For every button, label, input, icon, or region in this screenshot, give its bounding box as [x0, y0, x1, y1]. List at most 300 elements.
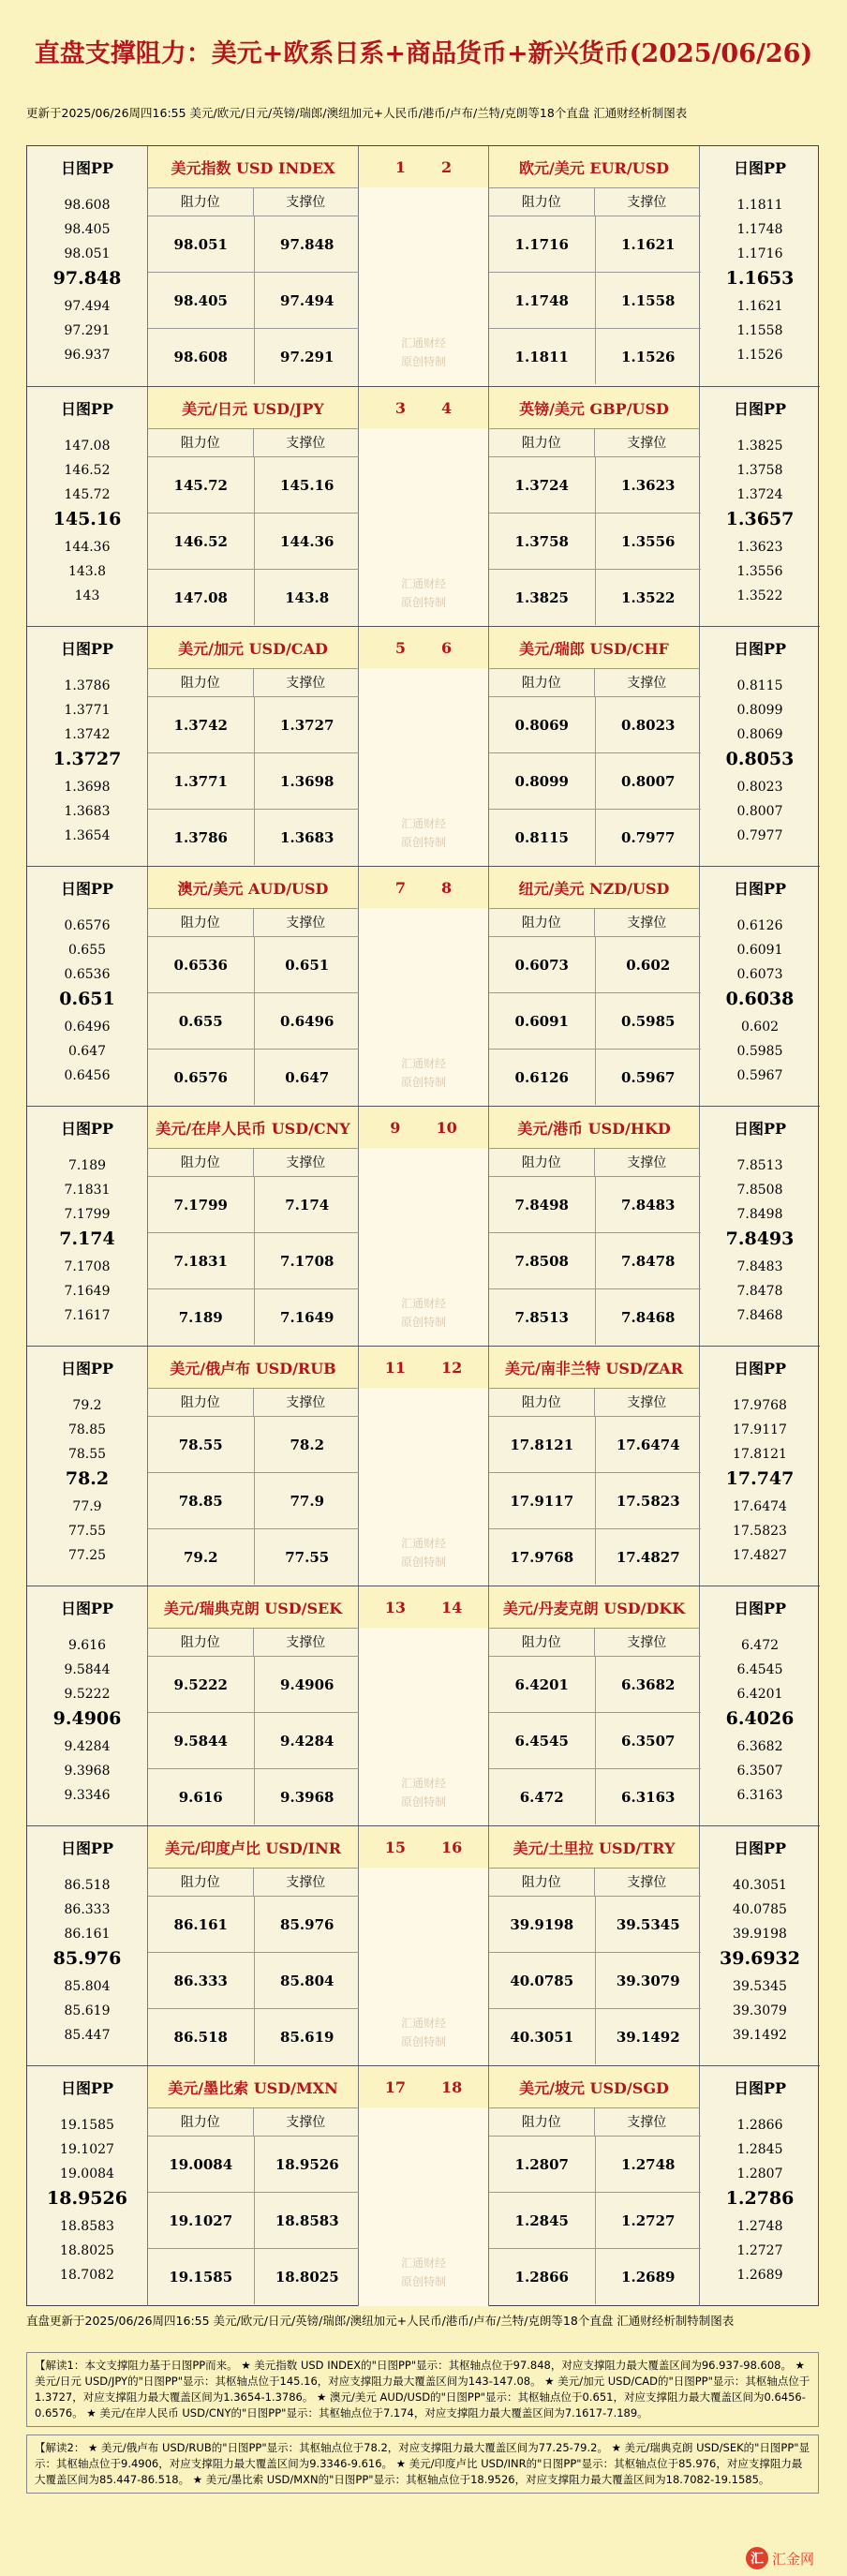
- pair-number: 14: [441, 1598, 463, 1616]
- pivot-point-value: 1.2786: [725, 2188, 795, 2209]
- pp-level-value: 7.8508: [736, 1183, 783, 1198]
- pp-level-value: 0.6456: [64, 1068, 111, 1083]
- pp-level-value: 1.3698: [64, 780, 111, 795]
- level-rows: [488, 936, 700, 1107]
- support-value: 6.3507: [621, 1733, 676, 1750]
- pp-level-value: 96.937: [64, 348, 111, 363]
- pair-name: 美元/墨比索 USD/MXN: [147, 2066, 359, 2107]
- pp-header: 日图PP: [60, 1119, 114, 1138]
- support-value: 0.647: [285, 1069, 330, 1086]
- support-value: 1.2689: [621, 2269, 676, 2286]
- pp-level-value: 7.1617: [64, 1308, 111, 1323]
- pp-level-value: 78.55: [67, 1447, 107, 1462]
- level-rows: [147, 2136, 359, 2306]
- pair-numbers: [359, 1586, 488, 1628]
- resistance-value: 1.3742: [148, 697, 255, 752]
- resistance-value: 6.4201: [489, 1657, 596, 1712]
- resistance-value: 6.472: [489, 1769, 596, 1824]
- pair-block: [27, 386, 820, 626]
- support-value: 97.291: [280, 349, 334, 365]
- level-row: [148, 272, 360, 328]
- level-row: [489, 1472, 701, 1528]
- resistance-value: 9.616: [148, 1769, 255, 1824]
- support-value: 1.3556: [621, 533, 676, 550]
- pp-level-value: 7.189: [67, 1158, 107, 1173]
- watermark-line: 原创特制: [400, 1795, 446, 1809]
- support-value: 85.804: [280, 1973, 334, 1989]
- pp-level-value: 78.85: [67, 1422, 107, 1437]
- level-row: [489, 2008, 701, 2064]
- pair-name: 欧元/美元 EUR/USD: [488, 146, 700, 187]
- pp-level-value: 7.1708: [64, 1259, 111, 1274]
- pp-level-value: 17.6474: [733, 1499, 787, 1514]
- pp-level-value: 1.3825: [736, 439, 783, 454]
- pp-level-value: 77.55: [67, 1524, 107, 1539]
- watermark-line: 汇通财经: [400, 1297, 446, 1310]
- pair-name: 美元/南非兰特 USD/ZAR: [488, 1347, 700, 1388]
- pp-level-value: 145.72: [64, 487, 111, 502]
- pp-level-value: 6.4201: [736, 1687, 783, 1702]
- resistance-header: 阻力位: [148, 909, 254, 936]
- pp-level-value: 19.1027: [60, 2142, 114, 2157]
- level-row: [148, 2248, 360, 2304]
- level-row: [489, 456, 701, 513]
- pp-level-value: 1.1716: [736, 246, 783, 261]
- level-row: [489, 2248, 701, 2304]
- pp-level-value: 77.25: [67, 1548, 107, 1563]
- watermark: [359, 1054, 488, 1092]
- level-row: [148, 696, 360, 752]
- pair-number: 17: [384, 2077, 406, 2096]
- pp-header: 日图PP: [60, 1839, 114, 1857]
- level-row: [148, 1232, 360, 1288]
- pp-level-value: 19.1585: [60, 2118, 114, 2133]
- pp-level-value: 1.1526: [736, 348, 783, 363]
- resistance-value: 39.9198: [489, 1897, 596, 1952]
- pair-number-column: [359, 1107, 488, 1347]
- level-rows: [147, 1896, 359, 2066]
- pp-header: 日图PP: [60, 1359, 114, 1377]
- pp-level-value: 1.3771: [64, 703, 111, 718]
- support-value: 9.3968: [280, 1789, 334, 1806]
- level-rows: [488, 2136, 700, 2306]
- pivot-point-value: 0.8053: [725, 749, 795, 769]
- right-pp-column: [700, 867, 820, 1107]
- level-row: [148, 569, 360, 625]
- pp-level-value: 98.051: [64, 246, 111, 261]
- resistance-value: 1.1716: [489, 216, 596, 272]
- pp-level-value: 0.5985: [736, 1044, 783, 1059]
- pair-name: 澳元/美元 AUD/USD: [147, 867, 359, 908]
- support-value: 6.3682: [621, 1676, 676, 1693]
- pair-number: 2: [441, 157, 453, 176]
- pp-level-value: 1.3522: [736, 588, 783, 603]
- support-header: 支撑位: [627, 1155, 667, 1170]
- right-pp-column: [700, 2066, 820, 2306]
- pair-numbers: [359, 387, 488, 428]
- pp-level-value: 1.2748: [736, 2219, 783, 2234]
- support-value: 0.5967: [621, 1069, 676, 1086]
- left-pp-column: [27, 627, 147, 867]
- level-rows: [488, 456, 700, 627]
- pair-block: [27, 146, 820, 386]
- pivot-point-value: 85.976: [52, 1948, 122, 1969]
- left-pp-column: [27, 1826, 147, 2066]
- logo-text: 汇金网: [772, 2550, 815, 2568]
- watermark-line: 原创特制: [400, 1316, 446, 1329]
- pair-number-column: [359, 387, 488, 627]
- pair-number: 18: [441, 2077, 463, 2096]
- pp-level-value: 18.8583: [60, 2219, 114, 2234]
- resistance-header: 阻力位: [489, 2108, 595, 2136]
- pp-level-value: 85.619: [64, 2003, 111, 2018]
- pp-level-value: 1.1748: [736, 222, 783, 237]
- interpretation-note-2: 【解读2： ★ 美元/俄卢布 USD/RUB的"日图PP"显示：其枢轴点位于78.2，对应支撑阻力最大覆盖区间为77.25-79.2。 ★ 美元/瑞典克朗 USD/SEK的"日图PP"显示：其枢轴点位于9.4906，对应支撑阻力最大覆盖区间为9.3346-9.616。 ★ 美元/印度卢比 USD/INR的"日图PP"显示：其枢轴点位于85.976，对应支撑阻力最大覆盖区间为85.447-86.518。 ★ 美元/墨比索 USD/MXN的"日图PP"显示：其枢轴点位于18.9526，对应支撑阻力最大覆盖区间为18.7082-19.1585。: [26, 2435, 819, 2494]
- level-header-row: [147, 908, 359, 936]
- pivot-point-value: 7.174: [59, 1228, 115, 1249]
- level-rows: [147, 216, 359, 386]
- pp-level-value: 18.7082: [60, 2268, 114, 2283]
- pp-level-value: 7.8513: [736, 1158, 783, 1173]
- pp-header: 日图PP: [733, 879, 787, 898]
- support-value: 18.9526: [275, 2156, 339, 2173]
- resistance-value: 0.8069: [489, 697, 596, 752]
- level-header-row: [147, 428, 359, 456]
- support-value: 85.976: [280, 1916, 334, 1933]
- pp-level-value: 17.4827: [733, 1548, 787, 1563]
- pair-name: 美元/丹麦克朗 USD/DKK: [488, 1586, 700, 1628]
- pair-number-column: [359, 146, 488, 386]
- support-value: 7.8478: [621, 1253, 676, 1270]
- level-row: [148, 1288, 360, 1345]
- resistance-value: 1.3724: [489, 457, 596, 513]
- pair-numbers: [359, 867, 488, 908]
- pp-level-value: 77.9: [72, 1499, 102, 1514]
- pp-level-value: 146.52: [64, 463, 111, 478]
- watermark-line: 汇通财经: [400, 1537, 446, 1550]
- pp-header: 日图PP: [733, 1839, 787, 1857]
- support-value: 1.3623: [621, 477, 676, 494]
- level-row: [148, 456, 360, 513]
- resistance-header: 阻力位: [489, 429, 595, 456]
- resistance-value: 1.2866: [489, 2249, 596, 2304]
- watermark-line: 原创特制: [400, 596, 446, 609]
- support-value: 0.5985: [621, 1013, 676, 1030]
- support-value: 1.2748: [621, 2156, 676, 2173]
- level-row: [489, 1528, 701, 1585]
- level-row: [489, 2136, 701, 2192]
- pp-header: 日图PP: [733, 1359, 787, 1377]
- resistance-value: 1.1748: [489, 273, 596, 328]
- level-header-row: [147, 1628, 359, 1656]
- pp-level-value: 19.0084: [60, 2167, 114, 2181]
- resistance-header: 阻力位: [489, 188, 595, 216]
- pair-name: 美元/瑞郎 USD/CHF: [488, 627, 700, 668]
- resistance-value: 98.051: [148, 216, 255, 272]
- level-row: [489, 1288, 701, 1345]
- interpretation-note-1: 【解读1：本文支撑阻力基于日图PP而来。 ★ 美元指数 USD INDEX的"日图PP"显示：其枢轴点位于97.848，对应支撑阻力最大覆盖区间为96.937-98.608。 ★ 美元/日元 USD/JPY的"日图PP"显示：其枢轴点位于145.16，对应支撑阻力最大覆盖区间为143-147.08。 ★ 美元/加元 USD/CAD的"日图PP"显示：其枢轴点位于1.3727，对应支撑阻力最大覆盖区间为1.3654-1.3786。 ★ 澳元/美元 AUD/USD的"日图PP"显示：其枢轴点位于0.651，对应支撑阻力最大覆盖区间为0.6456-0.6576。 ★ 美元/在岸人民币 USD/CNY的"日图PP"显示：其枢轴点位于7.174，对应支撑阻力最大覆盖区间为7.1617-7.189。: [26, 2352, 819, 2427]
- level-row: [489, 1656, 701, 1712]
- right-pp-column: [700, 146, 820, 386]
- support-value: 144.36: [280, 533, 334, 550]
- level-header-row: [147, 1388, 359, 1416]
- support-value: 77.55: [285, 1549, 330, 1566]
- pair-number: 12: [441, 1358, 463, 1377]
- pp-level-value: 9.3968: [64, 1764, 111, 1779]
- level-rows: [147, 1176, 359, 1347]
- pair-number: 1: [394, 157, 406, 176]
- pp-level-value: 0.8007: [736, 804, 783, 819]
- pp-level-value: 1.3758: [736, 463, 783, 478]
- pair-name: 美元/港币 USD/HKD: [488, 1107, 700, 1148]
- pp-header: 日图PP: [733, 399, 787, 418]
- pp-level-value: 6.3682: [736, 1739, 783, 1754]
- support-value: 1.1526: [621, 349, 676, 365]
- pp-level-value: 9.4284: [64, 1739, 111, 1754]
- pp-level-value: 0.6576: [64, 918, 111, 933]
- resistance-value: 0.6576: [148, 1050, 255, 1105]
- resistance-value: 7.8508: [489, 1233, 596, 1288]
- pp-level-value: 86.161: [64, 1927, 111, 1942]
- pair-number: 6: [441, 638, 453, 657]
- resistance-header: 阻力位: [148, 1389, 254, 1416]
- watermark: [359, 1294, 488, 1332]
- pair-name: 美元指数 USD INDEX: [147, 146, 359, 187]
- support-value: 7.174: [285, 1197, 330, 1214]
- pivot-point-value: 1.1653: [725, 268, 795, 289]
- watermark-line: 原创特制: [400, 2275, 446, 2288]
- resistance-value: 145.72: [148, 457, 255, 513]
- resistance-header: 阻力位: [148, 188, 254, 216]
- watermark-line: 汇通财经: [400, 1057, 446, 1070]
- pp-level-value: 0.602: [740, 1020, 780, 1035]
- pp-level-value: 9.5222: [64, 1687, 111, 1702]
- level-row: [489, 569, 701, 625]
- level-rows: [147, 936, 359, 1107]
- watermark-line: 汇通财经: [400, 577, 446, 590]
- pp-level-value: 1.2845: [736, 2142, 783, 2157]
- pair-number: 11: [384, 1358, 406, 1377]
- pp-level-value: 1.3556: [736, 564, 783, 579]
- support-value: 1.2727: [621, 2212, 676, 2229]
- pp-header: 日图PP: [733, 639, 787, 658]
- pp-level-value: 7.8498: [736, 1207, 783, 1222]
- level-row: [148, 2136, 360, 2192]
- resistance-value: 1.2807: [489, 2137, 596, 2192]
- resistance-header: 阻力位: [148, 2108, 254, 2136]
- level-row: [148, 328, 360, 384]
- level-row: [489, 513, 701, 569]
- brand-logo: [746, 2545, 840, 2571]
- pair-block: [27, 1106, 820, 1346]
- pp-level-value: 17.8121: [733, 1447, 787, 1462]
- level-row: [489, 1952, 701, 2008]
- pp-level-value: 0.655: [67, 943, 107, 958]
- pair-block: [27, 1825, 820, 2065]
- level-header-row: [488, 2107, 700, 2136]
- support-value: 0.7977: [621, 829, 676, 846]
- support-header: 支撑位: [627, 676, 667, 691]
- level-row: [489, 1049, 701, 1105]
- support-value: 97.494: [280, 292, 334, 309]
- watermark: [359, 1774, 488, 1811]
- pp-level-value: 17.9117: [733, 1422, 787, 1437]
- support-value: 143.8: [285, 589, 330, 606]
- pair-numbers: [359, 2066, 488, 2107]
- level-row: [148, 809, 360, 865]
- resistance-value: 40.3051: [489, 2009, 596, 2064]
- support-value: 1.3683: [280, 829, 334, 846]
- level-row: [489, 272, 701, 328]
- pp-level-value: 147.08: [64, 439, 111, 454]
- level-header-row: [488, 187, 700, 216]
- pivot-point-value: 7.8493: [725, 1228, 795, 1249]
- pp-level-value: 7.1799: [64, 1207, 111, 1222]
- resistance-value: 19.1585: [148, 2249, 255, 2304]
- pp-level-value: 0.6073: [736, 967, 783, 982]
- resistance-value: 7.1799: [148, 1177, 255, 1232]
- pair-block: [27, 1346, 820, 1586]
- pp-level-value: 9.5844: [64, 1662, 111, 1677]
- support-header: 支撑位: [286, 436, 326, 451]
- support-value: 1.1558: [621, 292, 676, 309]
- pp-level-value: 0.6496: [64, 1020, 111, 1035]
- watermark: [359, 574, 488, 612]
- pp-header: 日图PP: [60, 399, 114, 418]
- resistance-value: 17.9768: [489, 1529, 596, 1585]
- watermark-line: 汇通财经: [400, 2017, 446, 2030]
- resistance-header: 阻力位: [489, 1629, 595, 1656]
- level-row: [148, 216, 360, 272]
- level-header-row: [488, 428, 700, 456]
- resistance-value: 1.3771: [148, 753, 255, 809]
- pp-level-value: 97.494: [64, 299, 111, 314]
- pp-level-value: 17.9768: [733, 1398, 787, 1413]
- resistance-value: 0.6126: [489, 1050, 596, 1105]
- support-value: 7.1708: [280, 1253, 334, 1270]
- pair-name: 美元/俄卢布 USD/RUB: [147, 1347, 359, 1388]
- level-row: [148, 1416, 360, 1472]
- level-header-row: [147, 668, 359, 696]
- resistance-value: 86.161: [148, 1897, 255, 1952]
- pair-numbers: [359, 1347, 488, 1388]
- pair-numbers: [359, 1826, 488, 1868]
- pair-block: [27, 866, 820, 1106]
- pair-number: 13: [384, 1598, 406, 1616]
- resistance-value: 98.405: [148, 273, 255, 328]
- support-value: 17.4827: [616, 1549, 680, 1566]
- pair-number: 9: [390, 1118, 401, 1137]
- resistance-value: 147.08: [148, 570, 255, 625]
- support-value: 0.8007: [621, 773, 676, 790]
- resistance-value: 79.2: [148, 1529, 255, 1585]
- support-header: 支撑位: [627, 1635, 667, 1650]
- pp-level-value: 0.8069: [736, 727, 783, 742]
- pivot-point-value: 1.3657: [725, 509, 795, 529]
- watermark: [359, 2014, 488, 2051]
- pivot-point-value: 17.747: [725, 1468, 795, 1489]
- pair-number: 7: [394, 878, 406, 897]
- pair-name: 美元/日元 USD/JPY: [147, 387, 359, 428]
- resistance-value: 6.4545: [489, 1713, 596, 1768]
- right-pp-column: [700, 627, 820, 867]
- support-header: 支撑位: [627, 436, 667, 451]
- right-pp-column: [700, 1347, 820, 1586]
- level-rows: [488, 216, 700, 386]
- left-pp-column: [27, 1107, 147, 1347]
- pair-name: 纽元/美元 NZD/USD: [488, 867, 700, 908]
- level-rows: [488, 1176, 700, 1347]
- resistance-value: 86.518: [148, 2009, 255, 2064]
- support-value: 7.1649: [280, 1309, 334, 1326]
- resistance-value: 7.8513: [489, 1289, 596, 1345]
- resistance-value: 9.5222: [148, 1657, 255, 1712]
- pp-level-value: 143.8: [67, 564, 107, 579]
- pp-level-value: 97.291: [64, 323, 111, 338]
- pp-level-value: 7.8478: [736, 1284, 783, 1299]
- resistance-value: 1.2845: [489, 2193, 596, 2248]
- level-rows: [147, 1656, 359, 1826]
- pair-number-column: [359, 1586, 488, 1826]
- watermark: [359, 1534, 488, 1571]
- level-row: [148, 1049, 360, 1105]
- update-info: 更新于2025/06/26周四16:55 美元/欧元/日元/英镑/瑞郎/澳纽加元+人民币/港币/卢布/兰特/克朗等18个直盘 汇通财经析制图表: [26, 106, 688, 120]
- pair-number: 5: [394, 638, 406, 657]
- support-value: 39.3079: [616, 1973, 680, 1989]
- resistance-value: 17.9117: [489, 1473, 596, 1528]
- level-row: [148, 1176, 360, 1232]
- pp-header: 日图PP: [60, 2078, 114, 2097]
- pp-header: 日图PP: [60, 879, 114, 898]
- pp-level-value: 1.2689: [736, 2268, 783, 2283]
- pp-level-value: 7.8468: [736, 1308, 783, 1323]
- pp-level-value: 0.6126: [736, 918, 783, 933]
- support-value: 78.2: [290, 1437, 325, 1453]
- support-header: 支撑位: [627, 2115, 667, 2130]
- support-value: 7.8483: [621, 1197, 676, 1214]
- watermark-line: 原创特制: [400, 836, 446, 849]
- pp-level-value: 85.447: [64, 2028, 111, 2043]
- resistance-value: 19.1027: [148, 2193, 255, 2248]
- level-row: [489, 752, 701, 809]
- level-row: [489, 1232, 701, 1288]
- left-pp-column: [27, 1586, 147, 1826]
- resistance-header: 阻力位: [148, 1629, 254, 1656]
- support-value: 77.9: [290, 1493, 325, 1510]
- pp-level-value: 79.2: [72, 1398, 102, 1413]
- support-value: 145.16: [280, 477, 334, 494]
- watermark-line: 原创特制: [400, 1076, 446, 1089]
- pp-level-value: 1.3683: [64, 804, 111, 819]
- pair-name: 美元/加元 USD/CAD: [147, 627, 359, 668]
- pp-level-value: 1.3786: [64, 678, 111, 693]
- pair-number: 15: [384, 1838, 406, 1856]
- resistance-value: 0.8115: [489, 810, 596, 865]
- resistance-value: 7.8498: [489, 1177, 596, 1232]
- resistance-value: 9.5844: [148, 1713, 255, 1768]
- pp-level-value: 1.1621: [736, 299, 783, 314]
- level-header-row: [488, 668, 700, 696]
- resistance-value: 19.0084: [148, 2137, 255, 2192]
- footer-update-info: 直盘更新于2025/06/26周四16:55 美元/欧元/日元/英镑/瑞郎/澳纽加元+人民币/港币/卢布/兰特/克朗等18个直盘 汇通财经析制特制图表: [26, 2314, 735, 2328]
- resistance-value: 98.608: [148, 329, 255, 384]
- support-header: 支撑位: [627, 195, 667, 210]
- level-row: [148, 1656, 360, 1712]
- level-row: [148, 513, 360, 569]
- support-value: 1.1621: [621, 236, 676, 253]
- pivot-point-value: 6.4026: [725, 1708, 795, 1729]
- resistance-header: 阻力位: [489, 669, 595, 696]
